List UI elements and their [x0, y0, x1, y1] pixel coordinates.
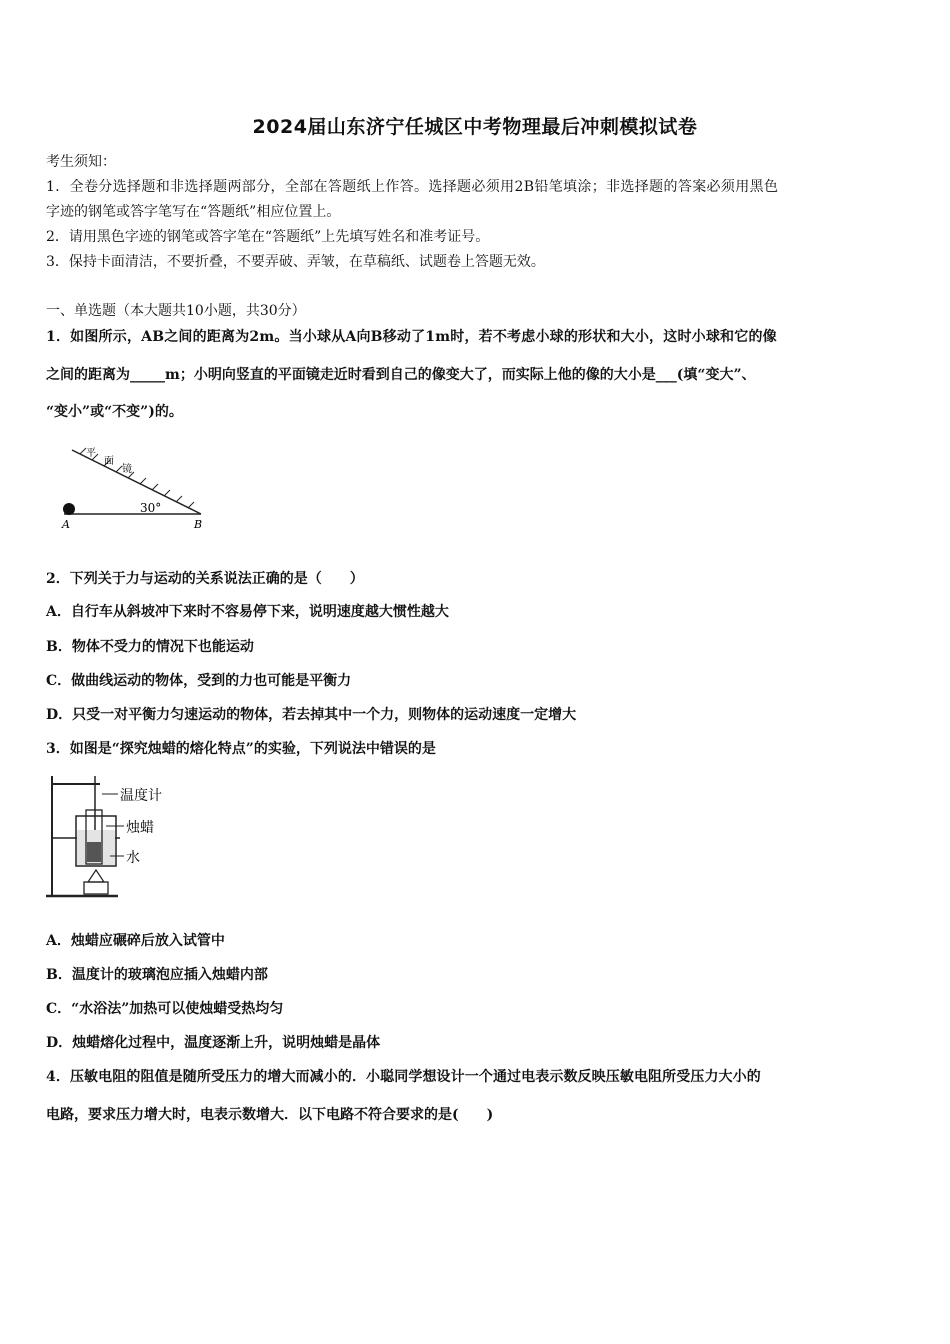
thermometer-label: 温度计 — [120, 788, 162, 804]
point-b-label: B — [194, 518, 203, 531]
water-label: 水 — [126, 850, 140, 866]
q4-line-2: 电路，要求压力增大时，电表示数增大．以下电路不符合要求的是( ) — [46, 1107, 494, 1123]
notice-line-2: 字迹的钢笔或答字笔写在“答题纸”相应位置上。 — [46, 204, 341, 220]
mirror-label-3: 镜 — [122, 464, 132, 475]
mirror-label-1: 平 — [86, 448, 96, 459]
q1-line-3: “变小”或“不变”)的。 — [46, 404, 183, 420]
q1-line-1: 1．如图所示，AB之间的距离为2m。当小球从A向B移动了1m时，若不考虑小球的形状和大小，这时小球和它的像 — [46, 329, 777, 345]
q3-option-b: B．温度计的玻璃泡应插入烛蜡内部 — [46, 967, 268, 983]
notice-line-4: 3．保持卡面清洁，不要折叠，不要弄破、弄皱，在草稿纸、试题卷上答题无效。 — [46, 254, 545, 270]
q4-line-1: 4．压敏电阻的阻值是随所受压力的增大而减小的．小聪同学想设计一个通过电表示数反映压敏电阻所受压力大小的 — [46, 1069, 761, 1085]
q2-option-d: D．只受一对平衡力匀速运动的物体，若去掉其中一个力，则物体的运动速度一定增大 — [46, 707, 577, 723]
q3-stem: 3．如图是“探究烛蜡的熔化特点”的实验，下列说法中错误的是 — [46, 741, 436, 757]
q3-option-c: C．“水浴法”加热可以使烛蜡受热均匀 — [46, 1001, 284, 1017]
q3-option-d: D．烛蜡熔化过程中，温度逐渐上升，说明烛蜡是晶体 — [46, 1035, 381, 1051]
q2-option-b: B．物体不受力的情况下也能运动 — [46, 639, 254, 655]
q2-option-a: A．自行车从斜坡冲下来时不容易停下来，说明速度越大惯性越大 — [46, 604, 449, 620]
section-heading: 一、单选题（本大题共10小题，共30分） — [46, 303, 306, 319]
mirror-hatching — [80, 448, 194, 508]
q3-wax-melting-figure — [44, 772, 174, 904]
q3-option-a: A．烛蜡应碾碎后放入试管中 — [46, 933, 225, 949]
alcohol-lamp — [84, 882, 108, 894]
q1-line-2: 之间的距离为_____m；小明向竖直的平面镜走近时看到自己的像变大了，而实际上他的像的大小是___(填“变大”、 — [46, 367, 756, 383]
q2-stem: 2．下列关于力与运动的关系说法正确的是（ ） — [46, 571, 364, 587]
exam-title: 2024届山东济宁任城区中考物理最后冲刺模拟试卷 — [252, 116, 698, 138]
notice-line-1: 1．全卷分选择题和非选择题两部分，全部在答题纸上作答。选择题必须用2B铅笔填涂；非选择题的答案必须用黑色 — [46, 179, 779, 195]
wax — [87, 842, 101, 862]
ball — [63, 503, 75, 515]
burner-flame — [88, 870, 104, 882]
angle-label: 30° — [140, 501, 162, 515]
point-a-label: A — [62, 518, 70, 531]
notice-line-3: 2．请用黑色字迹的钢笔或答字笔在“答题纸”上先填写姓名和准考证号。 — [46, 229, 490, 245]
wax-label: 烛蜡 — [126, 820, 154, 836]
notice-heading: 考生须知： — [46, 154, 116, 170]
q1-mirror-figure — [56, 440, 216, 540]
mirror-line — [72, 450, 201, 514]
mirror-label-2: 面 — [104, 456, 114, 467]
q2-option-c: C．做曲线运动的物体，受到的力也可能是平衡力 — [46, 673, 352, 689]
